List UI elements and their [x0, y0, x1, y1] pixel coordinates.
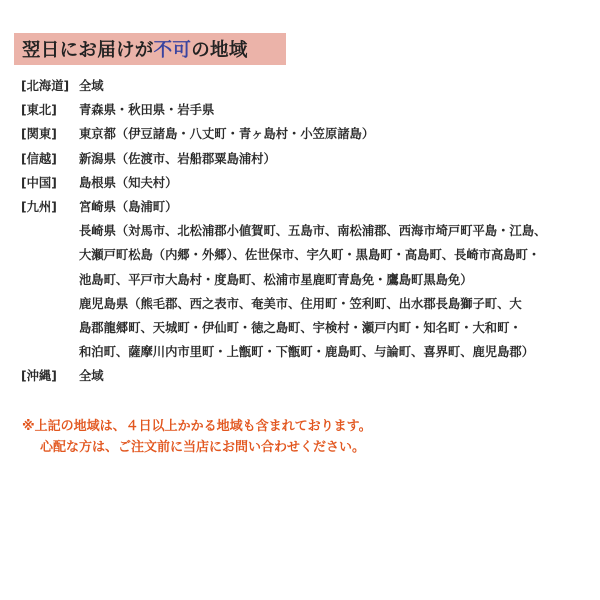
region-areas: 全域: [79, 79, 104, 93]
region-label: [九州]: [21, 200, 57, 215]
title-part1: 翌日にお届けが: [22, 40, 154, 61]
region-row-kanto: [21, 122, 591, 146]
region-row-okinawa: [21, 364, 591, 388]
region-row-chugoku: [21, 171, 591, 195]
nagasaki-line: 大瀬戸町松島（内郷・外郷）、佐世保市、宇久町・黒島町・高島町、長崎市高島町・: [79, 248, 541, 263]
region-label: [信越]: [21, 151, 57, 166]
nagasaki-line: 長崎県（対馬市、北松浦郡小値賀町、五島市、南松浦郡、西海市埼戸町平島・江島、: [79, 224, 547, 239]
title-emphasis: 不可: [153, 40, 192, 61]
region-areas: 新潟県（佐渡市、岩船郡粟島浦村）: [79, 151, 276, 166]
region-label: [東北]: [21, 103, 57, 118]
notice-line-1: ※上記の地域は、４日以上かかる地域も含まれております。: [22, 419, 372, 434]
region-label: [沖縄]: [21, 369, 57, 384]
delivery-notice: [22, 416, 582, 458]
kagoshima-line: 島郡龍郷町、天城町・伊仙町・徳之島町、宇検村・瀬戸内町・知名町・大和町・: [79, 321, 522, 336]
region-areas: 青森県・秋田県・岩手県: [79, 103, 215, 118]
kagoshima-line: 鹿児島県（熊毛郡、西之表市、奄美市、住用町・笠利町、出水郡長島獅子町、大: [79, 296, 522, 311]
kagoshima-line: 和泊町、薩摩川内市里町・上甑町・下甑町・鹿島町、与論町、喜界町、鹿児島郡）: [79, 345, 534, 360]
region-list: [21, 74, 591, 389]
kagoshima-block: [21, 292, 591, 365]
region-row-hokkaido: [21, 74, 591, 98]
region-row-kyushu: [21, 195, 591, 219]
page-title: [14, 33, 286, 65]
nagasaki-line: 池島町、平戸市大島村・度島町、松浦市星鹿町青島免・鷹島町黒島免）: [79, 272, 473, 287]
region-areas: 宮崎県（島浦町）: [79, 200, 178, 215]
region-row-tohoku: [21, 98, 591, 122]
region-areas: 島根県（知夫村）: [79, 175, 178, 190]
region-label: [関東]: [21, 127, 57, 142]
notice-line-2: 心配な方は、ご注文前に当店にお問い合わせください。: [40, 440, 366, 455]
region-label: [北海道]: [21, 79, 70, 93]
region-label: [中国]: [21, 175, 57, 190]
title-part2: の地域: [191, 40, 248, 61]
nagasaki-block: [21, 219, 591, 292]
region-areas: 東京都（伊豆諸島・八丈町・青ヶ島村・小笠原諸島）: [79, 127, 375, 142]
region-areas: 全域: [79, 369, 104, 384]
region-row-shinetsu: [21, 147, 591, 171]
